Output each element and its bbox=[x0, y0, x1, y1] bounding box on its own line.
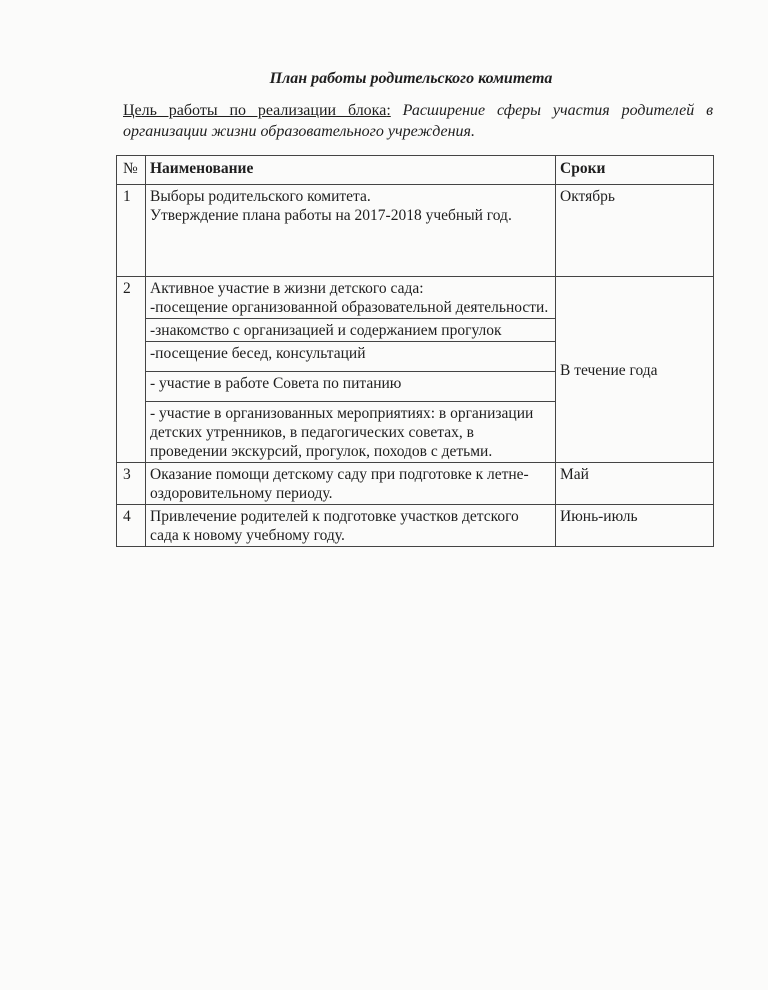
row-term: Октябрь bbox=[556, 185, 714, 277]
table-row bbox=[117, 185, 714, 277]
table-header-row bbox=[117, 156, 714, 185]
row-line: Выборы родительского комитета. bbox=[150, 188, 371, 205]
row-subitem: -посещение бесед, консультаций bbox=[146, 342, 556, 372]
goal-text: Расширение сферы участия родителей в организации жизни образовательного учреждения. bbox=[123, 102, 714, 140]
row-name bbox=[146, 185, 556, 277]
table-row bbox=[117, 277, 714, 319]
row-line: Утверждение плана работы на 2017-2018 учебный год. bbox=[150, 207, 512, 224]
row-num: 4 bbox=[117, 505, 146, 547]
row-intro: Активное участие в жизни детского сада: bbox=[150, 280, 424, 297]
header-term: Сроки bbox=[556, 156, 714, 185]
row-num: 3 bbox=[117, 463, 146, 505]
row-name: Оказание помощи детскому саду при подготовке к летне-оздоровительному периоду. bbox=[146, 463, 556, 505]
page-title: План работы родительского комитета bbox=[269, 70, 553, 87]
plan-table bbox=[116, 155, 714, 547]
header-num: № bbox=[117, 156, 146, 185]
table-row bbox=[117, 463, 714, 505]
row-subitem: - участие в организованных мероприятиях: в организации детских утренников, в педагогических советах, в проведении экскурсий, прогулок, походов с детьми. bbox=[146, 402, 556, 463]
goal-paragraph bbox=[123, 100, 713, 142]
row-num: 1 bbox=[117, 185, 146, 277]
row-term: В течение года bbox=[556, 277, 714, 463]
row-name: Привлечение родителей к подготовке участков детского сада к новому учебному году. bbox=[146, 505, 556, 547]
row-term: Июнь-июль bbox=[556, 505, 714, 547]
header-name: Наименование bbox=[146, 156, 556, 185]
goal-colon: : bbox=[386, 102, 391, 119]
goal-lead: Цель работы по реализации блока bbox=[123, 102, 387, 119]
row-subitem: - участие в работе Совета по питанию bbox=[146, 372, 556, 402]
row-term: Май bbox=[556, 463, 714, 505]
row-subitem: -посещение организованной образовательной деятельности. bbox=[150, 299, 549, 316]
row-num: 2 bbox=[117, 277, 146, 463]
table-row bbox=[117, 505, 714, 547]
row-subitem: -знакомство с организацией и содержанием прогулок bbox=[146, 319, 556, 342]
row-name bbox=[146, 277, 556, 319]
